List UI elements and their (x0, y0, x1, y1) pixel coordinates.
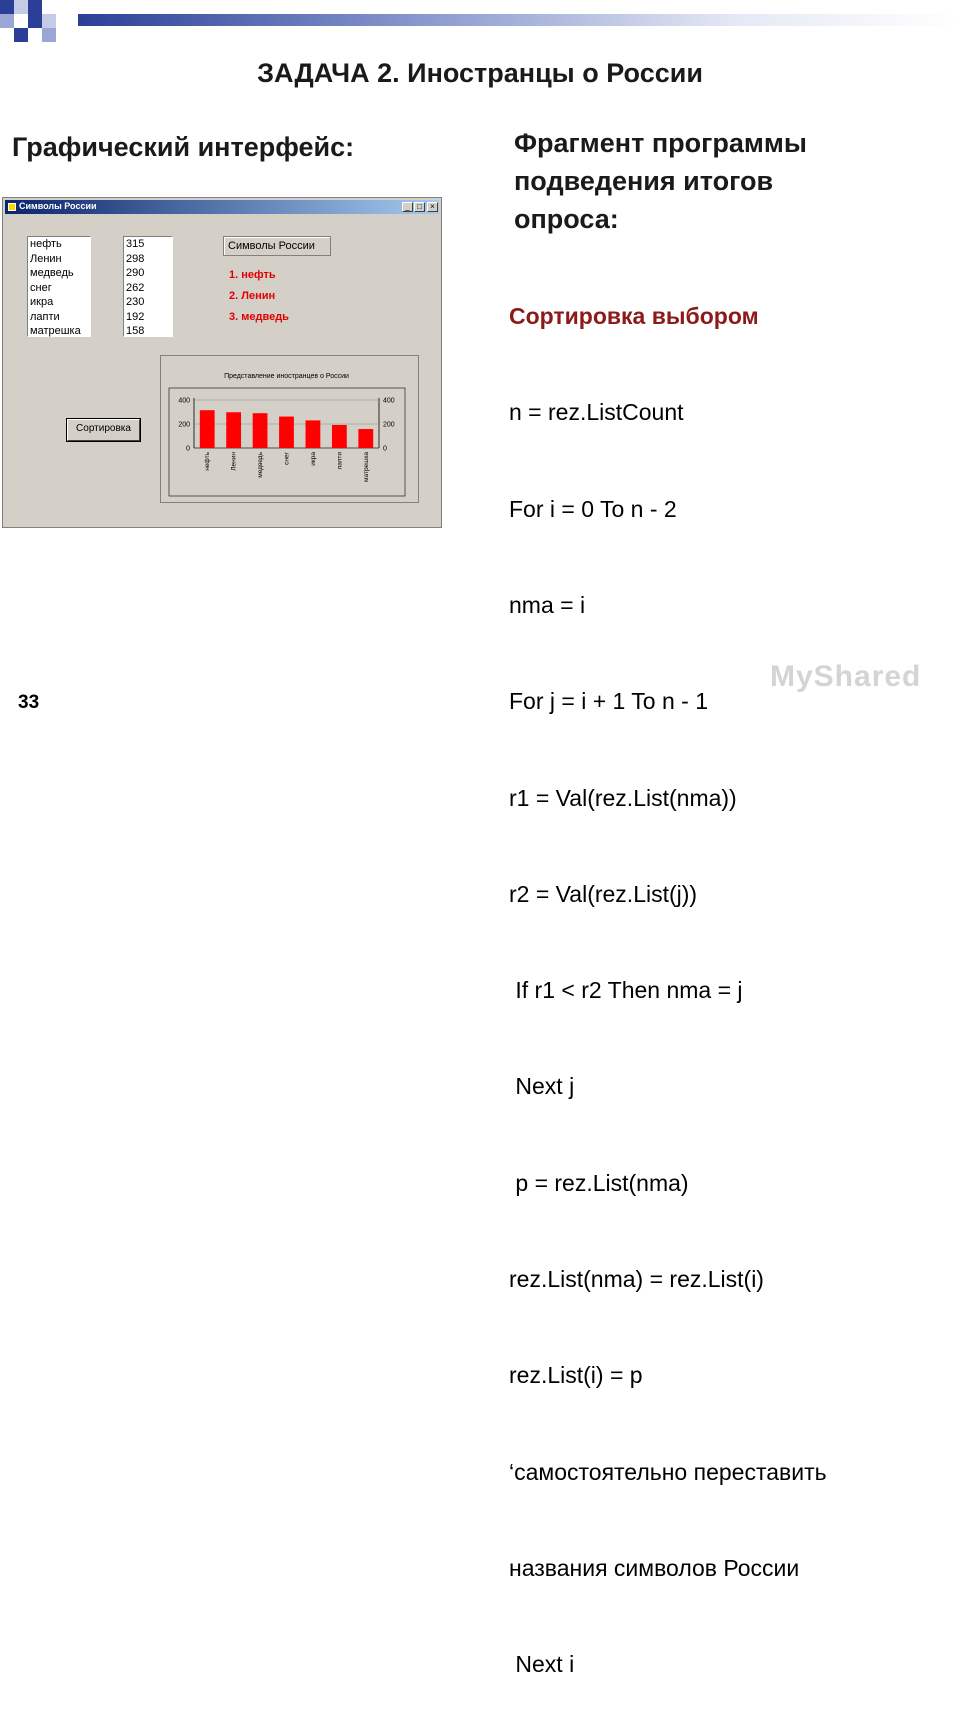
list-item[interactable]: 262 (126, 281, 145, 294)
list-item[interactable]: нефть (30, 238, 62, 250)
y-tick-label-right: 0 (383, 445, 387, 453)
bar (253, 413, 268, 448)
code-line: r1 = Val(rez.List(nma)) (509, 784, 737, 811)
close-button[interactable]: × (427, 202, 438, 212)
code-line: For j = i + 1 To n - 1 (509, 688, 709, 715)
list-item[interactable]: 230 (126, 296, 145, 308)
program-heading: Фрагмент программы подведения итогов опроса: (514, 128, 807, 234)
code-line: r2 = Val(rez.List(j)) (509, 880, 698, 907)
list-item[interactable]: снег (30, 281, 52, 294)
code-line: rez.List(i) = p (509, 1362, 643, 1389)
maximize-button[interactable]: □ (414, 202, 425, 212)
decor-square (0, 14, 14, 28)
code-line: p = rez.List(nma) (509, 1169, 689, 1196)
counts-listbox[interactable] (123, 236, 173, 337)
list-item[interactable]: 192 (126, 310, 145, 323)
y-tick-label: 200 (178, 421, 190, 429)
decor-square (14, 28, 28, 42)
x-tick-label: икра (309, 452, 317, 466)
top3-item: 1. нефть (229, 269, 276, 281)
code-line: Next j (509, 1073, 575, 1100)
symbols-label: Символы России (223, 236, 331, 256)
list-item[interactable]: 290 (126, 267, 145, 279)
sort-button[interactable]: Сортировка (67, 419, 140, 441)
decor-square (0, 0, 14, 14)
code-line: ‘самостоятельно переставить (509, 1458, 827, 1485)
y-tick-label: 0 (186, 445, 190, 453)
decor-square (14, 14, 28, 28)
decor-square (42, 14, 56, 28)
code-line: For i = 0 To n - 2 (509, 495, 677, 522)
list-item[interactable]: медведь (30, 267, 74, 279)
code-line: Next i (509, 1651, 575, 1678)
code-line: rez.List(nma) = rez.List(i) (509, 1266, 764, 1292)
decor-square (42, 28, 56, 42)
list-item[interactable]: матрешка (30, 325, 81, 337)
x-tick-label: снег (283, 452, 291, 465)
decor-gradient-bar (78, 14, 960, 26)
x-tick-label: лапти (336, 452, 344, 470)
code-header: Сортировка выбором (509, 303, 759, 330)
top3-item: 3. медведь (229, 311, 289, 323)
x-tick-label: медведь (257, 452, 265, 478)
minimize-button[interactable]: _ (402, 202, 413, 212)
watermark-logo: MyShared (770, 660, 922, 693)
y-tick-label-right: 400 (383, 397, 395, 405)
window-title: Символы России (19, 201, 97, 211)
bar (226, 412, 241, 448)
bar (358, 429, 373, 448)
code-listing (509, 236, 827, 1712)
x-tick-label: Ленин (230, 452, 238, 471)
top3-list (229, 265, 289, 328)
list-item[interactable]: 158 (126, 325, 145, 337)
page-number: 33 (18, 692, 40, 713)
list-item[interactable]: Ленин (30, 252, 62, 265)
decor-square (28, 0, 42, 14)
app-window (2, 197, 442, 528)
y-tick-label-right: 200 (383, 421, 395, 429)
code-line: If r1 < r2 Then nma = j (509, 977, 743, 1004)
list-item[interactable]: 298 (126, 252, 145, 265)
chart-title: Представление иностранцев о России (224, 373, 349, 380)
bar-chart (161, 356, 420, 504)
slide-title: ЗАДАЧА 2. Иностранцы о России (257, 58, 703, 88)
window-titlebar (5, 200, 439, 214)
list-item[interactable]: икра (30, 296, 54, 308)
app-icon (8, 203, 16, 211)
decor-square (28, 14, 42, 28)
bar (332, 425, 347, 448)
top3-item: 2. Ленин (229, 290, 276, 302)
code-line: nma = i (509, 592, 586, 619)
y-tick-label: 400 (178, 397, 190, 405)
bar (200, 410, 215, 448)
gui-heading: Графический интерфейс: (12, 132, 355, 162)
code-line: n = rez.ListCount (509, 399, 684, 426)
names-listbox[interactable] (27, 236, 91, 337)
bar (306, 420, 321, 448)
x-tick-label: матрешка (362, 452, 370, 482)
code-line: названия символов России (509, 1554, 800, 1581)
x-tick-label: нефть (204, 452, 212, 471)
list-item[interactable]: 315 (126, 238, 145, 250)
chart-panel (160, 355, 419, 503)
decor-square (14, 0, 28, 14)
decorative-header (0, 0, 960, 46)
list-item[interactable]: лапти (30, 310, 60, 323)
bar (279, 417, 294, 448)
